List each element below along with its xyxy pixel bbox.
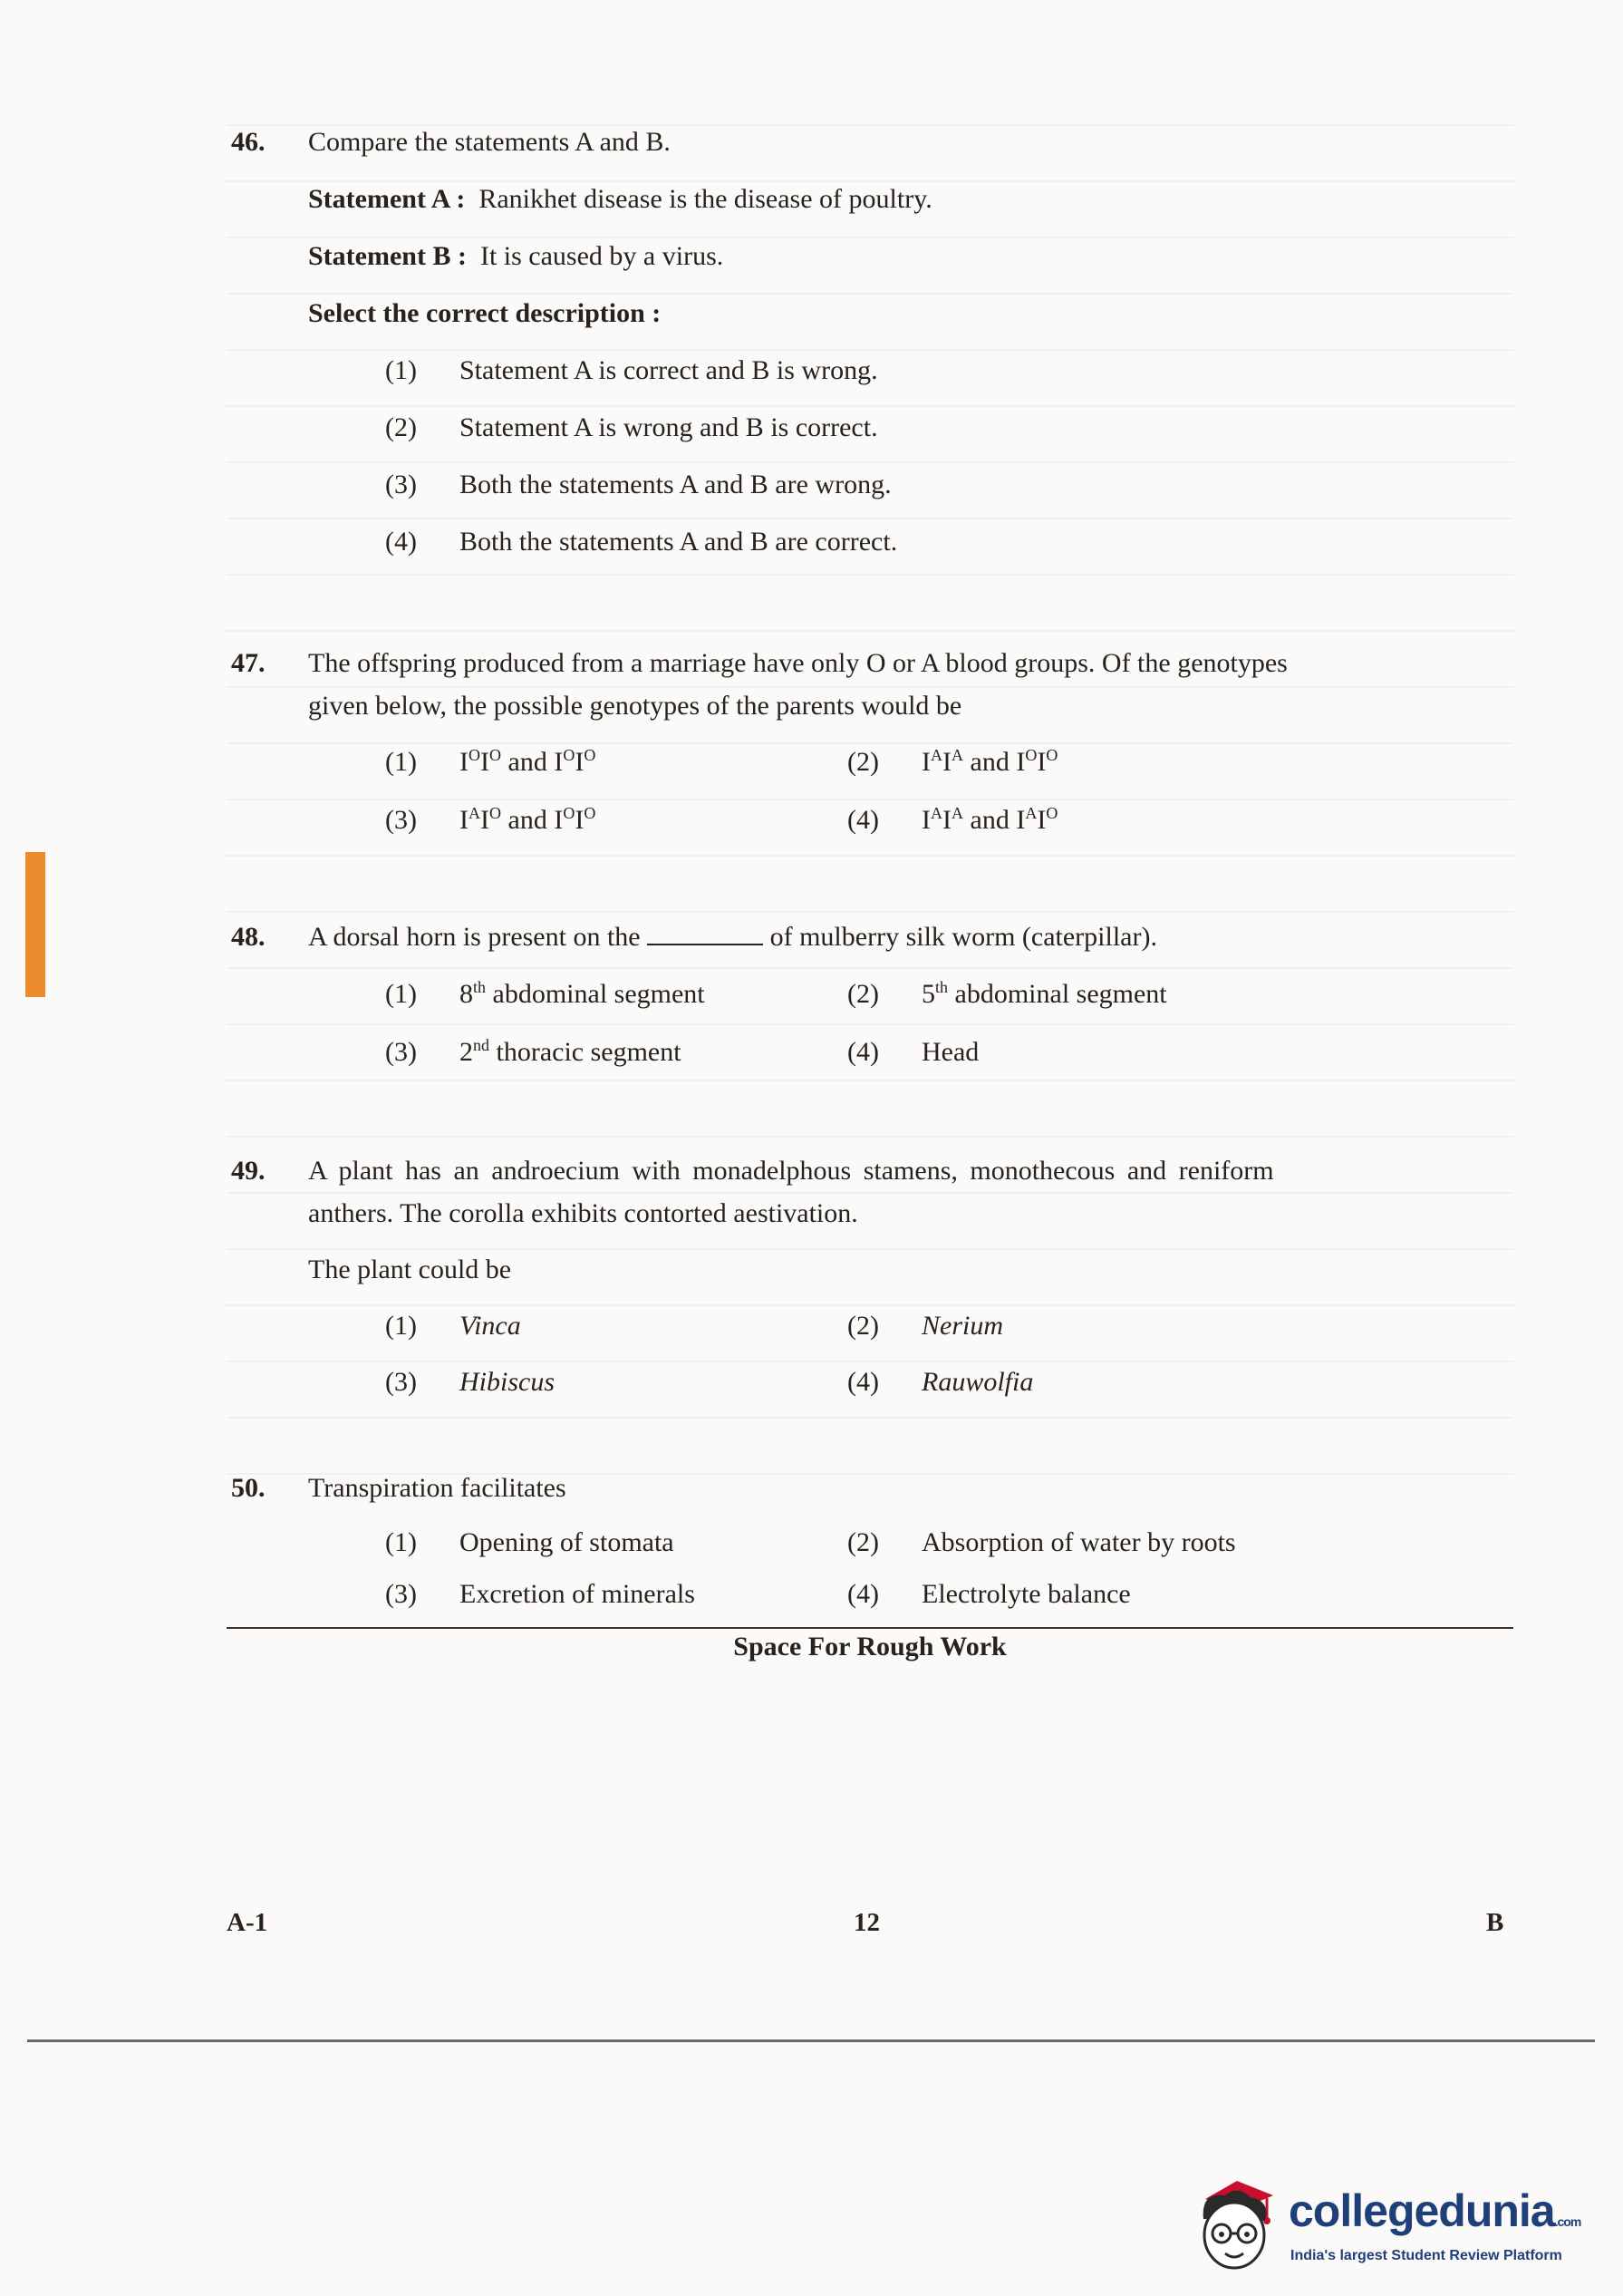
option-text: Hibiscus xyxy=(459,1367,555,1397)
option-text: Opening of stomata xyxy=(459,1527,674,1557)
options-grid xyxy=(385,1521,1518,1630)
option-number: (1) xyxy=(385,979,417,1009)
option-number: (4) xyxy=(847,1579,879,1609)
option-number: (4) xyxy=(847,805,879,835)
question-prompt-line-1: The offspring produced from a marriage have only O or A blood groups. Of the genotypes xyxy=(308,648,1288,678)
footer-code: A-1 xyxy=(227,1908,268,1937)
genotype-pair: $I^OI^O$ and $I^OI^O$ xyxy=(459,746,596,777)
brand-name: collegedunia.com xyxy=(1289,2185,1581,2236)
option-number: (3) xyxy=(385,1579,417,1609)
option-text: Both the statements A and B are wrong. xyxy=(459,470,892,499)
question-prompt: Compare the statements A and B. xyxy=(308,127,671,157)
option-number: (3) xyxy=(385,1367,417,1397)
option-text: Electrolyte balance xyxy=(922,1579,1131,1609)
statement-a-text: Ranikhet disease is the disease of poultry. xyxy=(478,184,932,214)
option-3[interactable] xyxy=(385,463,1518,520)
option-number: (2) xyxy=(847,1527,879,1557)
statement-a-label: Statement A : xyxy=(308,184,466,214)
statement-b xyxy=(308,235,1518,292)
option-number: (2) xyxy=(847,979,879,1009)
genotype-pair: $I^AI^A$ and $I^OI^O$ xyxy=(922,746,1058,777)
question-number: 48. xyxy=(231,922,266,952)
option-text: Nerium xyxy=(922,1311,1003,1341)
question-46 xyxy=(231,121,1518,577)
brand-suffix: .com xyxy=(1554,2214,1581,2229)
prompt-part-1: A dorsal horn is present on the xyxy=(308,922,641,952)
option-number: (3) xyxy=(385,805,417,835)
prompt-part-2: of mulberry silk worm (caterpillar). xyxy=(769,922,1157,952)
option-text: Head xyxy=(922,1037,980,1067)
question-prompt-line-1: A plant has an androecium with monadelphous stamens, monothecous and reniform xyxy=(308,1156,1274,1186)
option-number: (1) xyxy=(385,1527,417,1557)
option-text: Statement A is correct and B is wrong. xyxy=(459,355,878,385)
question-48 xyxy=(231,915,1518,1090)
option-text: Excretion of minerals xyxy=(459,1579,695,1609)
question-number: 49. xyxy=(231,1156,266,1186)
answer-blank xyxy=(647,922,763,945)
option-number: (3) xyxy=(385,470,417,499)
question-prompt-line-2: given below, the possible genotypes of the parents would be xyxy=(308,691,962,721)
option-number: (2) xyxy=(385,412,417,442)
student-mascot-icon xyxy=(1187,2165,1287,2282)
option-text: 8th abdominal segment xyxy=(459,978,705,1009)
option-text: Both the statements A and B are correct. xyxy=(459,527,898,557)
question-number: 47. xyxy=(231,648,266,678)
rough-work-label: Space For Rough Work xyxy=(733,1632,1007,1661)
rough-work-divider xyxy=(227,1627,1513,1629)
page-number: 12 xyxy=(854,1908,880,1937)
option-number: (1) xyxy=(385,1311,417,1341)
question-50 xyxy=(231,1467,1518,1630)
option-text: Statement A is wrong and B is correct. xyxy=(459,412,878,442)
option-number: (2) xyxy=(847,1311,879,1341)
option-number: (4) xyxy=(385,527,417,557)
question-prompt xyxy=(308,915,1518,973)
question-text: The plant could be xyxy=(308,1255,512,1284)
option-text: 5th abdominal segment xyxy=(922,978,1167,1009)
genotype-pair: $I^AI^A$ and $I^AI^O$ xyxy=(922,804,1058,835)
genotype-pair: $I^AI^O$ and $I^OI^O$ xyxy=(459,804,596,835)
option-text: 2nd thoracic segment xyxy=(459,1036,681,1067)
question-number: 46. xyxy=(231,127,266,157)
option-1[interactable] xyxy=(385,349,1518,406)
orange-edge-mark xyxy=(25,852,45,997)
question-prompt-line-2: anthers. The corolla exhibits contorted aestivation. xyxy=(308,1198,858,1228)
statement-a xyxy=(308,178,1518,235)
statement-b-text: It is caused by a virus. xyxy=(479,241,724,271)
statement-b-label: Statement B : xyxy=(308,241,467,271)
options-grid xyxy=(385,973,1518,1090)
option-number: (2) xyxy=(847,747,879,777)
option-4[interactable] xyxy=(385,520,1518,577)
option-text: Vinca xyxy=(459,1311,521,1341)
option-text: Rauwolfia xyxy=(922,1367,1034,1397)
question-49 xyxy=(231,1149,1518,1422)
booklet-series: B xyxy=(1486,1908,1504,1937)
option-number: (1) xyxy=(385,355,417,385)
question-47 xyxy=(231,642,1518,858)
option-number: (4) xyxy=(847,1037,879,1067)
page-edge-line xyxy=(27,2039,1595,2042)
option-number: (1) xyxy=(385,747,417,777)
question-number: 50. xyxy=(231,1473,266,1503)
option-text: Absorption of water by roots xyxy=(922,1527,1236,1557)
options-grid xyxy=(385,1304,1518,1422)
select-instruction: Select the correct description : xyxy=(308,298,662,328)
brand-tagline: India's largest Student Review Platform xyxy=(1290,2248,1562,2263)
option-number: (4) xyxy=(847,1367,879,1397)
option-number: (3) xyxy=(385,1037,417,1067)
question-prompt: Transpiration facilitates xyxy=(308,1473,566,1503)
options-grid xyxy=(385,741,1518,858)
options-list xyxy=(385,349,1518,577)
option-2[interactable] xyxy=(385,406,1518,463)
collegedunia-logo xyxy=(1187,2165,1586,2282)
